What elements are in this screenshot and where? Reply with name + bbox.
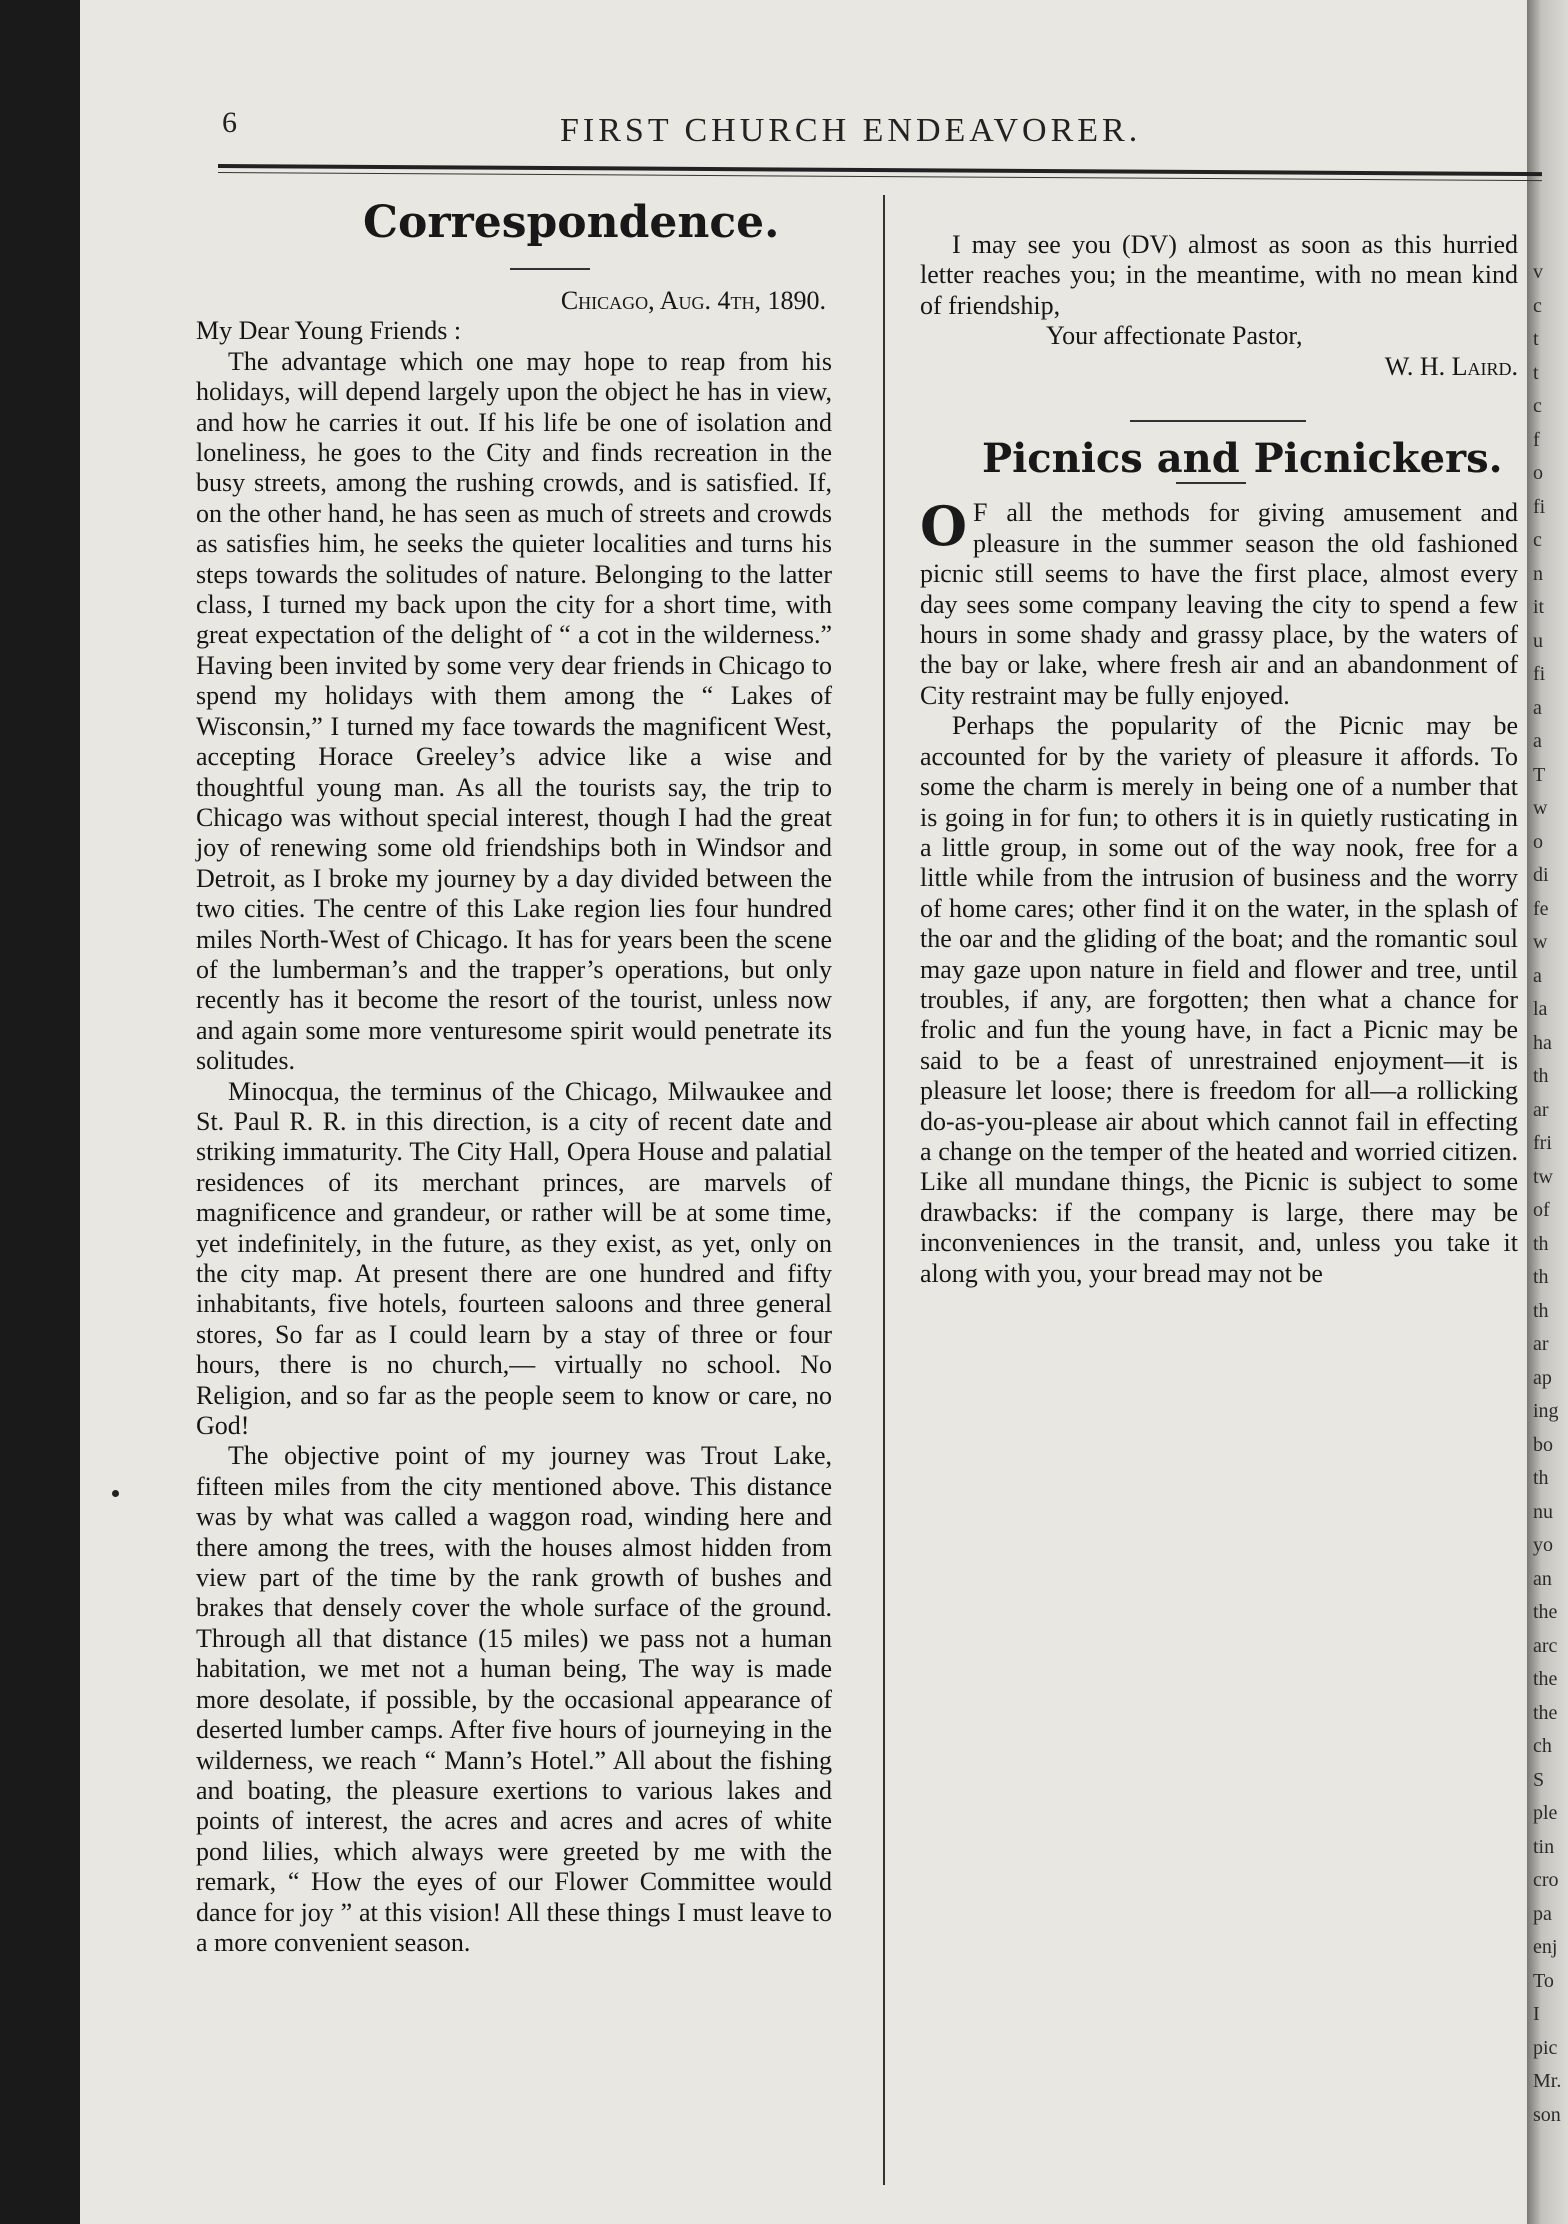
article-paragraph: Perhaps the popularity of the Picnic may be accounted for by the variety of pleasure it affords. To some the charm is merely in being one of a number that is going in for fun; to others it is in quietly rusticating in a little group, in some out of the way nook, free for a little while from the intrusion of business and the worry of home cares; other find it on the water, in the splash of the oar and the gliding of the boat; and the romantic soul may gaze upon nature in field and flower and tree, until troubles, if any, are forgotten; then what a chance for frolic and fun the young have, in fact a Picnic may be said to be a feast of unrestrained enjoyment—it is pleasure let loose; there is freedom for all—a rollicking do-as-you-please air about which cannot fail in effecting a change on the temper of the heated and worried citizen. Like all mundane things, the Picnic is subject to some drawbacks: if the company is large, there may be inconveniences in the transit, and, unless you take it along with you, your bread may not be xyxy=(920,711,1518,1288)
adjacent-page-fragment: T xyxy=(1533,763,1546,786)
adjacent-page-fragment: v xyxy=(1533,261,1543,283)
adjacent-page-fragment: t xyxy=(1533,328,1539,350)
letter-dateline: Chicago, Aug. 4th, 1890. xyxy=(560,286,826,315)
adjacent-page-fragment: ar xyxy=(1533,1333,1549,1355)
picnics-title-rule xyxy=(1176,482,1246,484)
page-number: 6 xyxy=(222,106,237,139)
adjacent-page-fragment: di xyxy=(1533,864,1549,886)
adjacent-page-fragment: c xyxy=(1533,395,1542,417)
adjacent-page-fragment: w xyxy=(1533,797,1548,819)
adjacent-page-fragment: la xyxy=(1533,998,1548,1020)
article-paragraph xyxy=(920,494,1518,711)
adjacent-page-fragment: an xyxy=(1533,1567,1552,1590)
right-column xyxy=(920,230,1518,1289)
column-divider xyxy=(883,195,885,2185)
adjacent-page-fragment: t xyxy=(1533,361,1539,384)
adjacent-page-fragment: tin xyxy=(1533,1835,1555,1858)
adjacent-page-fragment: c xyxy=(1533,529,1542,551)
adjacent-page-fragment: th xyxy=(1533,1467,1549,1489)
adjacent-page-fragment: ap xyxy=(1533,1366,1552,1389)
adjacent-page-fragment: th xyxy=(1533,1299,1549,1322)
article-paragraph-text: F all the methods for giving amusement and pleasure in the summer season the old fashioned picnic still seems to have the first place, almost every day sees some company leaving the city to spend a few hours in some shady and grassy place, by the waters of the bay or lake, where fresh air and an abandonment of City restraint may be fully enjoyed. xyxy=(920,498,1518,710)
adjacent-page-fragment: pa xyxy=(1533,1902,1552,1925)
adjacent-page-fragment: ing xyxy=(1533,1400,1559,1422)
correspondence-column-left xyxy=(196,286,832,1958)
adjacent-page-fragment: f xyxy=(1533,428,1540,451)
section-divider xyxy=(1130,420,1306,422)
adjacent-page-fragment: son xyxy=(1533,2103,1561,2126)
adjacent-page-fragment: fi xyxy=(1533,663,1546,685)
adjacent-page-fragment: bo xyxy=(1533,1433,1553,1456)
adjacent-page-fragment: the xyxy=(1533,1668,1558,1690)
adjacent-page-fragment: n xyxy=(1533,562,1543,585)
correspondence-title-rule xyxy=(510,268,590,270)
adjacent-page-fragment: enj xyxy=(1533,1936,1558,1958)
picnics-title: Picnics and Picnickers. xyxy=(982,435,1503,483)
adjacent-page-fragment: nu xyxy=(1533,1500,1553,1523)
adjacent-page-fragment: fe xyxy=(1533,897,1549,920)
adjacent-page-fragment: it xyxy=(1533,596,1545,618)
adjacent-page-fragment: th xyxy=(1533,1266,1549,1288)
correspondence-title: Correspondence. xyxy=(363,197,780,248)
letter-closing: Your affectionate Pastor, xyxy=(1046,321,1303,351)
adjacent-page-fragment: ar xyxy=(1533,1098,1549,1121)
adjacent-page-fragment: I xyxy=(1533,2003,1540,2025)
adjacent-page-fragment: a xyxy=(1533,730,1542,752)
adjacent-page-fragment: fi xyxy=(1533,495,1546,518)
letter-paragraph: I may see you (DV) almost as soon as this hurried letter reaches you; in the meantime, with no mean kind of friendship, xyxy=(920,230,1518,320)
letter-salutation: My Dear Young Friends : xyxy=(196,316,462,346)
letter-paragraph: The objective point of my journey was Trout Lake, fifteen miles from the city mentioned above. This distance was by what was called a waggon road, winding here and there among the trees, with the houses almost hidden from view part of the time by the rank growth of bushes and brakes that densely cover the whole surface of the ground. Through all that distance (15 miles) we pass not a human habitation, we met not a human being, The way is made more desolate, if possible, by the occasional appearance of deserted lumber camps. After five hours of journeying in the wilderness, we reach “ Mann’s Hotel.” All about the fishing and boating, the pleasure exertions to various lakes and points of interest, the acres and acres and acres of white pond lilies, which always were greeted by me with the remark, “ How the eyes of our Flower Committee would dance for joy ” at this vision! All these things I must leave to a more convenient season. xyxy=(196,1441,832,1957)
adjacent-page-fragment: ple xyxy=(1533,1802,1558,1824)
adjacent-page-fragment: th xyxy=(1533,1232,1549,1255)
adjacent-page-fragment: ha xyxy=(1533,1031,1552,1054)
adjacent-page-fragment: a xyxy=(1533,696,1542,719)
letter-paragraph: The advantage which one may hope to reap from his holidays, will depend largely upon the object he has in view, and how he carries it out. If his life be one of isolation and loneliness, he goes to the City and finds recreation in the busy streets, among the rushing crowds, and is satisfied. If, on the other hand, he has seen as much of streets and crowds as satisfies him, he seeks the quieter localities and turns his steps towards the solitudes of nature. Belonging to the latter class, I turned my back upon the city for a short time, with great expectation of the delight of “ a cot in the wilderness.” Having been invited by some very dear friends in Chicago to spend my holidays with them among the “ Lakes of Wisconsin,” I turned my face towards the magnificent West, accepting Horace Greeley’s advice like a wise and thoughtful young man. As all the tourists say, the trip to Chicago was without special interest, though I had the great joy of renewing some old friendships both in Windsor and Detroit, as I broke my journey by a day divided between the two cities. The centre of this Lake region lies four hundred miles North-West of Chicago. It has for years been the scene of the lumberman’s and the trapper’s operations, but only recently has it become the resort of the tourist, unless now and again some more venturesome spirit would penetrate its solitudes. xyxy=(196,346,832,1076)
adjacent-page-fragment: ch xyxy=(1533,1735,1552,1757)
adjacent-page-fragment: w xyxy=(1533,931,1548,953)
adjacent-page-fragment: the xyxy=(1533,1701,1558,1724)
adjacent-page-fragment: o xyxy=(1533,830,1543,853)
adjacent-page-fragment: o xyxy=(1533,462,1543,484)
adjacent-page-fragment: yo xyxy=(1533,1534,1553,1556)
adjacent-page-fragment: of xyxy=(1533,1199,1550,1221)
adjacent-page-fragment: cro xyxy=(1533,1869,1559,1891)
letter-paragraph: Minocqua, the terminus of the Chicago, Milwaukee and St. Paul R. R. in this direction, is a city of recent date and striking immaturity. The City Hall, Opera House and palatial residences of its merchant princes, are marvels of magnificence and grandeur, or rather will be at some time, yet indefinitely, in the future, as they exist, as yet, only on the city map. At present there are one hundred and fifty inhabitants, five hotels, fourteen saloons and three general stores, So far as I could learn by a stay of three or four hours, there is no church,— virtually no school. No Religion, and so far as the people seem to know or care, no God! xyxy=(196,1076,832,1441)
adjacent-page-fragment: c xyxy=(1533,294,1542,317)
adjacent-page-fragment: the xyxy=(1533,1601,1558,1623)
adjacent-page-fragment: Mr. xyxy=(1533,2070,1562,2092)
ink-spot xyxy=(112,1490,119,1497)
adjacent-page-fragment: fri xyxy=(1533,1132,1552,1154)
adjacent-page-fragment: To xyxy=(1533,1969,1554,1992)
adjacent-page-fragment: S xyxy=(1533,1768,1545,1791)
drop-cap: O xyxy=(920,494,968,559)
adjacent-page-fragment: tw xyxy=(1533,1165,1553,1188)
adjacent-page-fragment: th xyxy=(1533,1065,1549,1087)
adjacent-page-fragment: a xyxy=(1533,964,1542,987)
running-title: FIRST CHURCH ENDEAVORER. xyxy=(560,112,1142,149)
letter-signature: W. H. Laird. xyxy=(1384,351,1518,381)
adjacent-page-fragment: u xyxy=(1533,629,1543,652)
adjacent-page-fragment: arc xyxy=(1533,1634,1558,1657)
adjacent-page-fragment: pic xyxy=(1533,2036,1558,2059)
